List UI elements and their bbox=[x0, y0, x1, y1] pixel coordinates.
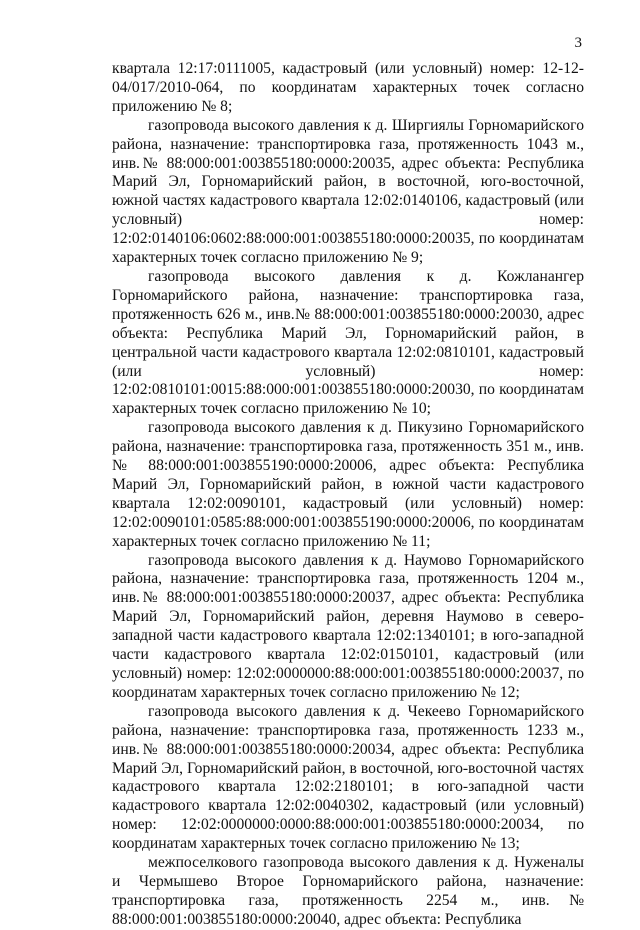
paragraph-2: газопровода высокого давления к д. Ширгиялы Горномарийского района, назначение: транспортировка газа, протяженность 1043 м., инв.№ 88:000:001:003855180:0000:20035, адрес объекта: Республика Марий Эл, Горномарийский район, в восточной, юго-восточной, южной частях кадастрового квартала 12:02:0140106, кадастровый (или условный) номер: 12:02:0140106:0602:88:000:001:003855180:0000:20035, по координатам характерных точек согласно приложению № 9; bbox=[112, 116, 584, 267]
paragraph-7: межпоселкового газопровода высокого давления к д. Нуженалы и Чермышево Второе Горномарийского района, назначение: транспортировка газа, протяженность 2254 м., инв.№ 88:000:001:003855180:0000:20040, адрес объекта: Республика bbox=[112, 854, 584, 928]
page-number: 3 bbox=[574, 35, 582, 51]
document-body bbox=[112, 60, 584, 930]
paragraph-4: газопровода высокого давления к д. Пикузино Горномарийского района, назначение: транспортировка газа, протяженность 351 м., инв.№ 88:000:001:003855190:0000:20006, адрес объекта: Республика Марий Эл, Горномарийский район, в южной части кадастрового квартала 12:02:0090101, кадастровый (или условный) номер: 12:02:0090101:0585:88:000:001:003855190:0000:20006, по координатам характерных точек согласно приложению № 11; bbox=[112, 419, 584, 550]
paragraph-3: газопровода высокого давления к д. Кожланангер Горномарийского района, назначение: транспортировка газа, протяженность 626 м., инв.№ 88:000:001:003855180:0000:20030, адрес объекта: Республика Марий Эл, Горномарийский район, в центральной части кадастрового квартала 12:02:0810101, кадастровый (или условный) номер: 12:02:0810101:0015:88:000:001:003855180:0000:20030, по координатам характерных точек согласно приложению № 10; bbox=[112, 267, 584, 418]
paragraph-1: квартала 12:17:0111005, кадастровый (или условный) номер: 12-12-04/017/2010-064, по координатам характерных точек согласно приложению № 8; bbox=[112, 60, 584, 115]
paragraph-5: газопровода высокого давления к д. Наумово Горномарийского района, назначение: транспортировка газа, протяженность 1204 м., инв.№ 88:000:001:003855180:0000:20037, адрес объекта: Республика Марий Эл, Горномарийский район, деревня Наумово в северо-западной части кадастрового квартала 12:02:1340101; в юго-западной части кадастрового квартала 12:02:0150101, кадастровый (или условный) номер: 12:02:0000000:88:000:001:003855180:0000:20037, по координатам характерных точек согласно приложению № 12; bbox=[112, 551, 584, 701]
paragraph-6: газопровода высокого давления к д. Чекеево Горномарийского района, назначение: транспортировка газа, протяженность 1233 м., инв.№ 88:000:001:003855180:0000:20034, адрес объекта: Республика Марий Эл, Горномарийский район, в восточной, юго-восточной частях кадастрового квартала 12:02:2180101; в юго-западной части кадастрового квартала 12:02:0040302, кадастровый (или условный) номер: 12:02:0000000:0000:88:000:001:003855180:0000:20034, по координатам характерных точек согласно приложению № 13; bbox=[112, 702, 584, 853]
